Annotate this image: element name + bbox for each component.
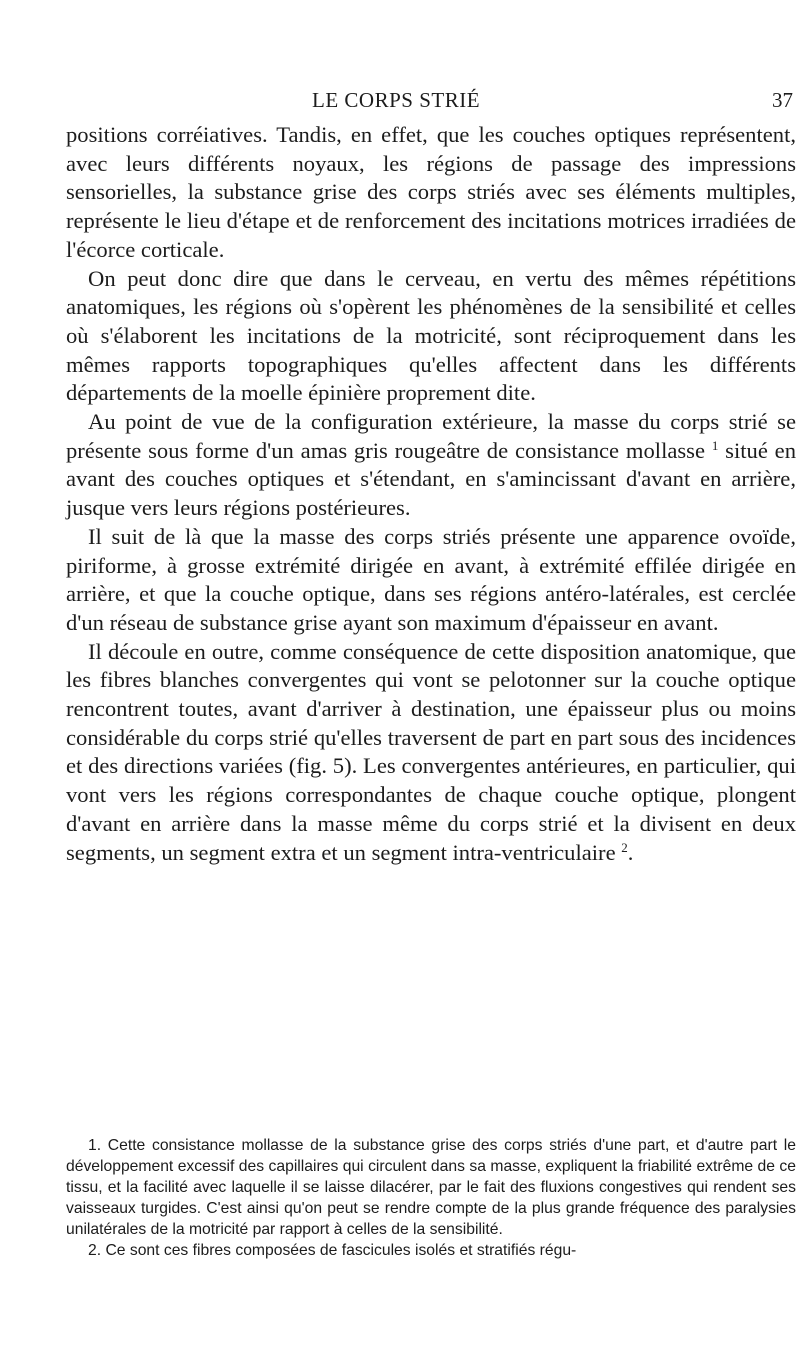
- main-text: [66, 121, 796, 867]
- paragraph-text: .: [627, 839, 634, 865]
- footnotes: [66, 1135, 796, 1261]
- paragraph-text: situé en avant des couches optiques et s'étendant, en s'amincissant d'avant en arrière, jusque vers leurs régions postérieures.: [66, 437, 797, 521]
- paragraph: [66, 638, 796, 868]
- footnote: 1. Cette consistance mollasse de la substance grise des corps striés d'une part, et d'autre part le développement excessif des capillaires qui circulent dans sa masse, expliquent la friabilité extrême de ce tissu, et la facilité avec laquelle il se laisse dilacérer, par le fait des fluxions congestives qui rendent ses vaisseaux turgides. C'est ainsi qu'on peut se rendre compte de la plus grande fréquence des paralysies unilatérales de la motricité par rapport à celles de la sensibilité.: [66, 1137, 796, 1238]
- page-number: 37: [772, 88, 793, 112]
- paragraph: [66, 121, 796, 265]
- footnote-reference: 1: [711, 437, 719, 453]
- paragraph-text: On peut donc dire que dans le cerveau, en vertu des mêmes répétitions anatomiques, les régions où s'opèrent les phénomènes de la sensibilité et celles où s'élaborent les incitations de la motricité, sont réciproquement dans les mêmes rapports topographiques qu'elles affectent dans les différents départements de la moelle épinière proprement dite.: [66, 265, 796, 406]
- running-title: LE CORPS STRIÉ: [312, 88, 481, 112]
- paragraph-text: Il découle en outre, comme conséquence de cette disposition anatomique, que les fibres blanches convergentes qui vont se pelotonner sur la couche optique rencontrent toutes, avant d'arriver à destination, une épaisseur plus ou moins considérable du corps strié qu'elles traversent de part en part sous des incidences et des directions variées (fig. 5). Les convergentes antérieures, en particulier, qui vont vers les régions correspondantes de chaque couche optique, plongent d'avant en arrière dans la masse même du corps strié et la divisent en deux segments, un segment extra et un segment intra-ventriculaire: [66, 638, 796, 865]
- paragraph-text: Au point de vue de la configuration extérieure, la masse du corps strié se présente sous forme d'un amas gris rougeâtre de consistance mollasse: [66, 409, 796, 463]
- page-header: [66, 88, 796, 118]
- paragraph: [66, 523, 796, 638]
- footnote-reference: 2: [621, 839, 628, 855]
- paragraph-text: Il suit de là que la masse des corps striés présente une apparence ovoïde, piriforme, à grosse extrémité dirigée en avant, à extrémité effilée dirigée en arrière, et que la couche optique, dans ses régions antéro-latérales, est cerclée d'un réseau de substance grise ayant son maximum d'épaisseur en avant.: [66, 523, 796, 635]
- footnote: 2. Ce sont ces fibres composées de fascicules isolés et stratifiés régu-: [88, 1242, 577, 1259]
- paragraph: [66, 265, 796, 409]
- paragraph-text: positions corréiatives. Tandis, en effet, que les couches optiques représentent, avec leurs différents noyaux, les régions de passage des impressions sensorielles, la substance grise des corps striés avec ses éléments multiples, représente le lieu d'étape et de renforcement des incitations motrices irradiées de l'écorce corticale.: [66, 122, 796, 262]
- paragraph: [66, 408, 796, 523]
